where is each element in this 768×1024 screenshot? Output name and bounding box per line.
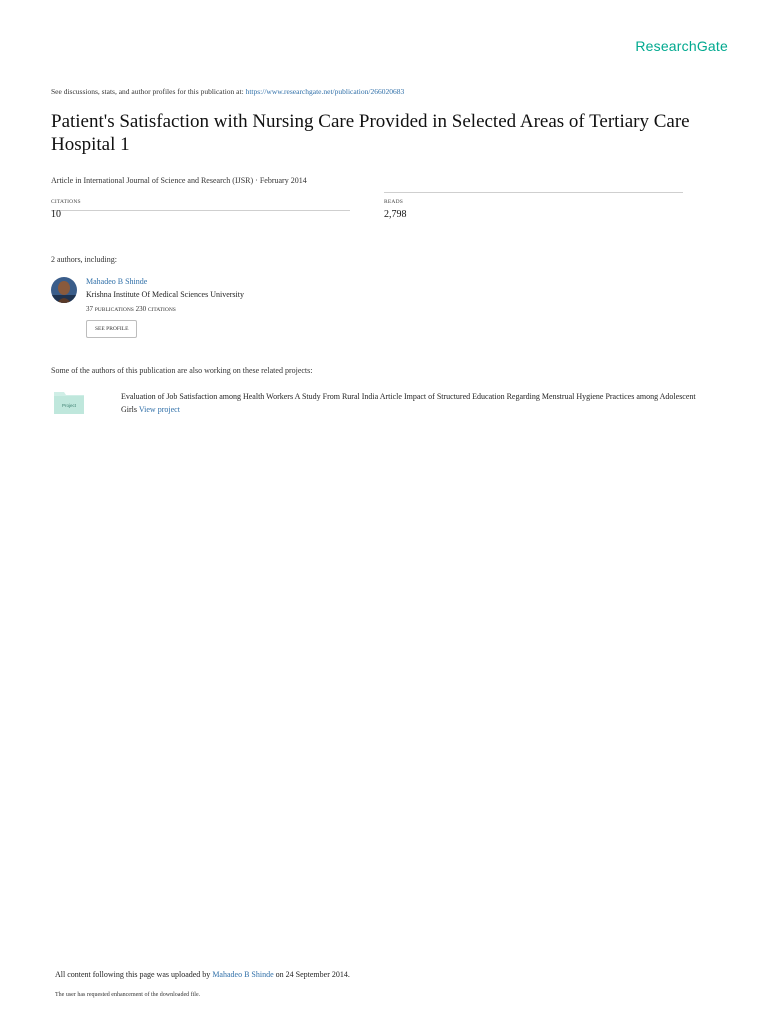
researchgate-logo[interactable]: ResearchGate [635, 38, 728, 54]
discussion-prefix: See discussions, stats, and author profiles for this publication at: [51, 87, 244, 96]
project-description: Evaluation of Job Satisfaction among Health Workers A Study From Rural India Article Impact of Structured Education Regarding Menstrual Hygiene Practices among Adolescent Girls [121, 392, 696, 414]
publications-count: 37 [86, 305, 93, 313]
see-profile-button[interactable]: SEE PROFILE [86, 320, 137, 338]
citations-value: 10 [51, 209, 61, 220]
journal-name: International Journal of Science and Research (IJSR) [83, 176, 254, 185]
enhancement-note: The user has requested enhancement of the downloaded file. [55, 992, 201, 998]
publication-title: Patient's Satisfaction with Nursing Care Provided in Selected Areas of Tertiary Care Hospital 1 [51, 111, 690, 155]
upload-notice [55, 970, 350, 979]
author-name-link[interactable]: Mahadeo B Shinde [86, 277, 148, 286]
reads-value: 2,798 [384, 209, 407, 220]
publications-label: PUBLICATIONS [94, 307, 134, 313]
project-icon-label: Project [61, 403, 77, 408]
publication-type: Article [51, 176, 74, 185]
authors-header: 2 authors, including: [51, 255, 117, 264]
upload-prefix: All content following this page was uploaded by [55, 970, 211, 979]
upload-suffix: on 24 September 2014. [275, 970, 350, 979]
citations-divider [51, 210, 350, 211]
publication-in: in [75, 176, 82, 185]
author-affiliation: Krishna Institute Of Medical Sciences University [86, 290, 244, 299]
author-citations-count: 230 [135, 305, 147, 313]
projects-header: Some of the authors of this publication are also working on these related projects: [51, 366, 313, 375]
meta-separator: · [255, 176, 258, 185]
avatar-image [51, 277, 77, 303]
author-avatar[interactable] [51, 277, 77, 303]
uploader-link[interactable]: Mahadeo B Shinde [212, 970, 274, 979]
publication-url-link[interactable]: https://www.researchgate.net/publication/266020683 [245, 87, 405, 96]
citations-label: CITATIONS [51, 199, 81, 205]
reads-label: READS [384, 199, 404, 205]
author-citations-label: CITATIONS [147, 307, 176, 313]
folder-icon [54, 390, 84, 414]
reads-divider [384, 192, 683, 193]
discussion-line [51, 87, 404, 96]
publication-meta [51, 176, 307, 185]
publication-date: February 2014 [259, 176, 307, 185]
view-project-link[interactable]: View project [138, 405, 180, 414]
author-counts [86, 305, 176, 313]
project-entry [121, 390, 711, 416]
project-folder-icon[interactable] [54, 390, 84, 414]
